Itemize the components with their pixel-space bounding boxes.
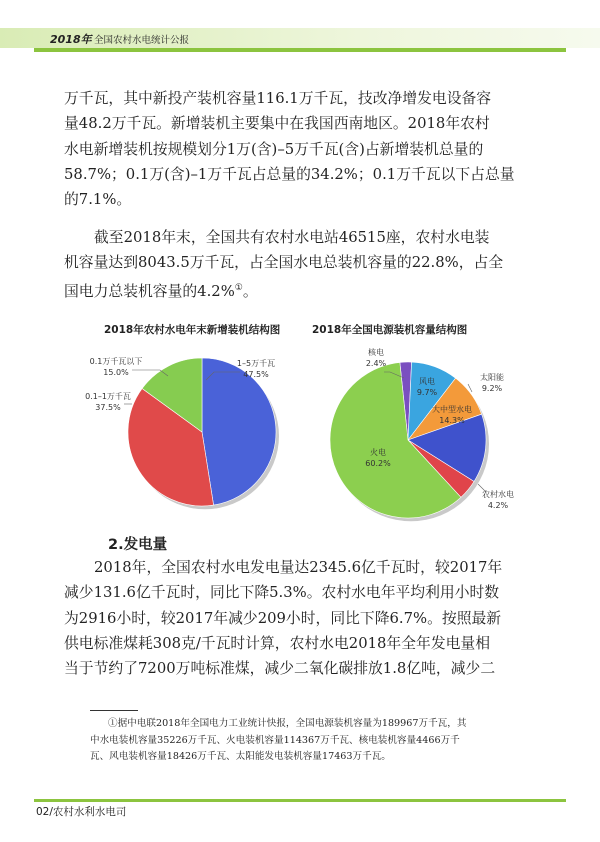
pie-label-0-1: 0.1–1万千瓦 — [85, 392, 131, 401]
header-title: 全国农村水电统计公报 — [94, 35, 190, 46]
text-line: 国电力总装机容量的4.2%①。 — [64, 282, 258, 300]
section-heading: 2.发电量 — [108, 537, 168, 553]
pie-label-1-2: 太阳能 — [480, 373, 504, 382]
pie-label-1-5: 火电 — [370, 448, 386, 457]
pie-value-1-4: 4.2% — [487, 501, 509, 510]
text-line: 58.7%；0.1万(含)–1万千瓦占总量的34.2%；0.1万千瓦以下占总量 — [64, 165, 515, 183]
text-line-content: 国电力总装机容量的4.2% — [64, 282, 235, 300]
text-line: 2018年，全国农村水电发电量达2345.6亿千瓦时，较2017年 — [94, 559, 503, 576]
pie-value-1-1: 9.7% — [416, 388, 438, 397]
pie-value-1-3: 14.3% — [439, 416, 465, 425]
footnote — [90, 716, 540, 766]
footer-page-label: 02/农村水利水电司 — [36, 806, 127, 818]
text-line: 的7.1%。 — [64, 191, 132, 209]
text-line: 截至2018年末，全国共有农村水电站46515座，农村水电装 — [94, 229, 490, 246]
pie-value-1-5: 60.2% — [365, 459, 391, 468]
chart-title-new-capacity: 2018年农村水电年末新增装机结构图 — [104, 324, 281, 336]
footnote-line: ①据中电联2018年全国电力工业统计快报，全国电源装机容量为189967万千瓦，其 — [108, 718, 467, 729]
footnote-line: 中水电装机容量35226万千瓦、火电装机容量114367万千瓦、核电装机容量4466万千 — [90, 734, 460, 746]
pie-label-1-3: 大中型水电 — [432, 405, 472, 414]
text-line: 量48.2万千瓦。新增装机主要集中在我国西南地区。2018年农村 — [64, 115, 490, 133]
paragraph-generation — [64, 555, 536, 681]
text-line: 减少131.6亿千瓦时，同比下降5.3%。农村水电年平均利用小时数 — [64, 584, 500, 602]
footnote-line: 瓦、风电装机容量18426万千瓦、太阳能发电装机容量17463万千瓦。 — [90, 751, 391, 762]
footer-rule — [34, 799, 566, 802]
chart-title-national-capacity: 2018年全国电源装机容量结构图 — [312, 324, 468, 336]
text-line: 当于节约了7200万吨标准煤，减少二氧化碳排放1.8亿吨，减少二 — [64, 660, 496, 678]
pie-value-1-2: 9.2% — [481, 384, 503, 393]
pie-label-0-0: 1–5万千瓦 — [236, 359, 276, 368]
text-line: 机容量达到8043.5万千瓦，占全国水电总装机容量的22.8%，占全 — [64, 254, 504, 272]
pie-label-1-0: 核电 — [368, 348, 384, 357]
text-line: 为2916小时，较2017年减少209小时，同比下降6.7%。按照最新 — [64, 609, 502, 627]
text-line: 万千瓦，其中新投产装机容量116.1万千瓦，技改净增发电设备容 — [64, 90, 492, 107]
pie-value-1-0: 2.4% — [365, 359, 387, 368]
pie-value-0-1: 37.5% — [95, 403, 121, 412]
pie-label-1-4: 农村水电 — [482, 490, 514, 499]
text-line: 供电标准煤耗308克/千瓦时计算，农村水电2018年全年发电量相 — [64, 634, 491, 652]
pie-slice-0-0 — [202, 358, 276, 505]
pie-label-0-2: 0.1万千瓦以下 — [89, 357, 143, 366]
header-year: 2018年 — [50, 33, 92, 46]
pie-value-0-0: 47.5% — [243, 370, 269, 379]
text-line: 水电新增装机按规模划分1万(含)–5万千瓦(含)占新增装机总量的 — [64, 140, 484, 158]
footnote-rule — [90, 710, 138, 711]
pie-value-0-2: 15.0% — [103, 368, 129, 377]
pie-label-1-1: 风电 — [419, 377, 435, 386]
footnote-ref[interactable]: ① — [234, 282, 243, 293]
